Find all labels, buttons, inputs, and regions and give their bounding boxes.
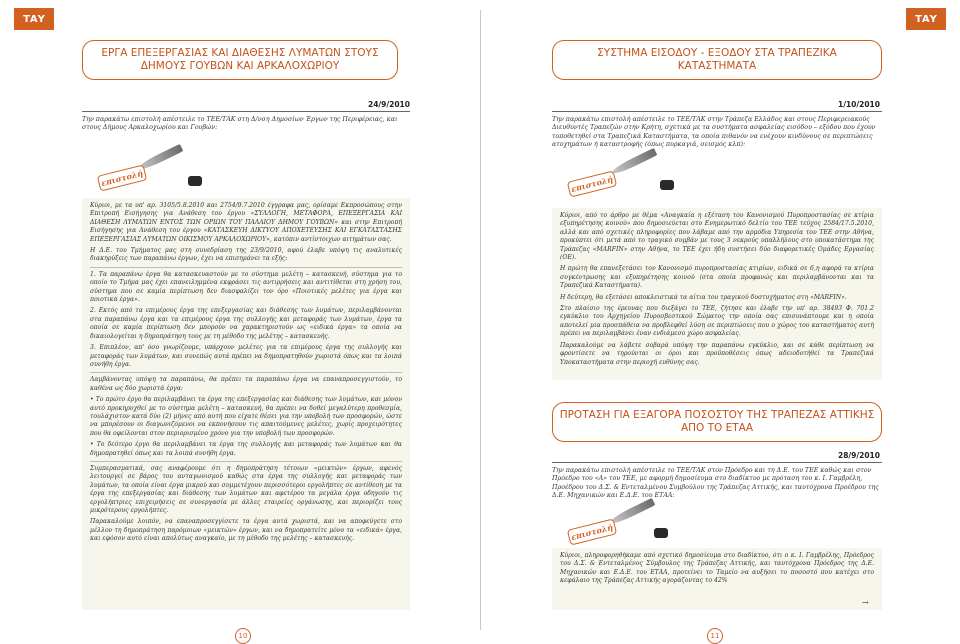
page-gutter bbox=[480, 10, 481, 630]
left-article-title: ΕΡΓΑ ΕΠΕΞΕΡΓΑΣΙΑΣ ΚΑΙ ΔΙΑΘΕΣΗΣ ΛΥΜΑΤΩΝ ΣΤΟΥΣ ΔΗΜΟΥΣ ΓΟΥΒΩΝ ΚΑΙ ΑΡΚΑΛΟΧΩΡΙΟΥ bbox=[82, 40, 398, 80]
letter-stamp: επιστολή bbox=[567, 170, 617, 197]
left-article-date: 24/9/2010 bbox=[367, 100, 410, 109]
letter-list-item: 2. Εκτός από τα επιμέρους έργα της επεξεργασίας και διάθεσης των λυμάτων, περιλαμβάνονται στα παραπάνω έργα και τα επιμέρους έργα της συλλογής και μεταφοράς των λυμάτων, έργα τα οποία σε καμία περίπτωση δεν μπορούν να χαρακτηριστούν ως «ειδικά έργα» τα οποία να δικαιολογείται η δημοπράτηση τους με τη μέθοδο της μελέτης – κατασκευής. bbox=[90, 307, 402, 340]
letter-paragraph: Λαμβάνοντας υπόψη τα παραπάνω, θα πρέπει τα παραπάνω έργα να επαναπροσεγγιστούν, το καθένα ως δύο χωριστά έργα: bbox=[90, 376, 402, 392]
left-intro-text: Την παρακάτω επιστολή απέστειλε το ΤΕΕ/ΤΑΚ στη Δ/νση Δημοσίων Έργων της Περιφέρειας, και στους Δήμους Αρκαλοχωρίου και Γουβών: bbox=[82, 116, 398, 132]
right-letter-graphic-1 bbox=[560, 150, 680, 200]
letter-paragraph: Κύριοι, από το άρθρο με θέμα «Αναγκαία η εξέταση του Κανονισμού Πυροπροστασίας σε κτίρια εξυπηρέτησης κοινού» που δημοσιεύεται στο Ενημερωτικό δελτίο του ΤΕΕ τεύχος 2584/17.5.2010, αλλά και από σχετικές πληροφορίες που λάβαμε από την αρμόδια Υπηρεσία του ΤΕΕ στην Αθήνα, προκύπτει ότι μετά από το τραγικό συμβάν με τους 3 νεκρούς υπαλλήλους στο υποκατάστημα της Τράπεζας «MARFIN» στην Αθήνα, το ΤΕΕ έχει ήδη συστήσει δύο διαφορετικές Ομάδες Εργασίας (ΟΕ). bbox=[560, 212, 874, 262]
left-divider bbox=[82, 111, 410, 112]
left-page-number: 10 bbox=[235, 628, 251, 644]
letter-stamp: επιστολή bbox=[97, 164, 147, 191]
right-intro-text-1: Την παρακάτω επιστολή απέστειλε το ΤΕΕ/ΤΑΚ στην Τράπεζα Ελλάδος και στους Περιφερειακούς Διευθυντές Τραπεζών στην Κρήτη, σχετικά με τα συστήματα ασφαλείας εισόδου – εξόδου που έχουν τοποθετηθεί στα Τραπεζικά Καταστήματα, τα οποία πιθανόν να ενέχουν κινδύνους σε περιπτώσεις ατυχημάτων ή καταστροφής (όπως πυρκαγιά, σεισμός κλπ): bbox=[552, 116, 876, 149]
letter-paragraph: Η πρώτη θα επανεξετάσει τον Κανονισμό πυροπροστασίας κτιρίων, ειδικά σε 6,η αφορά τα κτίρια συγκέντρωσης και εξυπηρέτησης κοινού (στα οποία προφανώς και περιλαμβάνονται και τα Τραπεζικά Καταστήματα). bbox=[560, 265, 874, 290]
letter-paragraph: Παρακαλούμε λοιπόν, να επαναπροσεγγίσετε τα έργα αυτά χωριστά, και να αποφεύγετε στο μέλλον τη δημοπράτηση παρόμοιων «μεικτών» έργων, και να δημοπρατείτε μόνο τα «ειδικά» έργα, και εφόσον αυτό είναι απολύτως αναγκαίο, με τη μέθοδο της μελέτης – κατασκευής. bbox=[90, 518, 402, 543]
hand-icon bbox=[654, 528, 668, 538]
letter-separator bbox=[90, 372, 402, 373]
right-intro-text-2: Την παρακάτω επιστολή απέστειλε το ΤΕΕ/ΤΑΚ στον Πρόεδρο και τη Δ.Ε. του ΤΕΕ καθώς και στον Πρόεδρο του «Α» του ΤΕΕ, με αφορμή δημοσίευμα στο διαδίκτυο με πρόταση του κ. Ι. Γαμβρέλη, Προέδρου του Δ.Σ. & Εντεταλμένου Συμβούλου της Τράπεζας Αττικής, και ταυτόχρονα Προέδρου της Δ.Ε. Μηχανικών και Ε.Δ.Ε. του ΕΤΑΑ: bbox=[552, 467, 879, 500]
letter-paragraph: Παρακαλούμε να λάβετε σοβαρά υπόψη την παραπάνω εγκύκλιο, και σε κάθε περίπτωση να φροντίσετε να τηρούνται οι όροι και προϋποθέσεις όπως αδειοδοτήθεί τα Τραπεζικά Υποκαταστήματα στην περιοχή ευθύνης σας. bbox=[560, 341, 874, 366]
left-letter-body bbox=[82, 198, 410, 610]
letter-paragraph: Στο πλαίσιο της έρευνας που διεξάγει το ΤΕΕ, ζήτησε και έλαβε την υπ' αρ. 38493 Φ. 701.2 εγκύκλιο του Αρχηγείου Πυροσβεστικού Σώματος την οποία σας επισυνάπτουμε και η οποία αποτελεί μια προσπάθεια να προβλεφθεί λύση σε περιπτώσεις που ο χώρος του καταστήματος αυτή πρέπει να περιλαμβάνει έναν ενδιάμεσο χώρο ασφαλείας. bbox=[560, 305, 874, 338]
brand-tab-left: ΤΑΥ bbox=[14, 8, 54, 30]
right-article-date-2: 28/9/2010 bbox=[837, 451, 880, 460]
continue-arrow-icon: → bbox=[862, 598, 869, 607]
right-divider-2 bbox=[552, 462, 882, 463]
letter-stamp: επιστολή bbox=[567, 518, 617, 545]
letter-bullet: • Το δεύτερο έργο θα περιλαμβάνει τα έργα της συλλογής και μεταφοράς των λυμάτων και θα δημοπρατηθεί όπως και τα λοιπά συνήθη έργα. bbox=[90, 441, 402, 457]
hand-icon bbox=[660, 180, 674, 190]
letter-list-item: 3. Επιπλέον, απ' όσο γνωρίζουμε, υπάρχουν μελέτες για τα επιμέρους έργα της συλλογής και μεταφοράς των λυμάτων, και συνεπώς αυτά πρέπει να δημοπρατηθούν χωριστά όπως και τα λοιπά συνήθη έργα. bbox=[90, 344, 402, 368]
right-letter-graphic-2 bbox=[562, 502, 672, 546]
letter-paragraph: Κύριοι, πληροφορηθήκαμε από σχετικό δημοσίευμα στο διαδίκτυο, ότι ο κ. Ι. Γαμβρέλης, Πρόεδρος του Δ.Σ. & Εντεταλμένος Σύμβουλος της Τράπεζας Αττικής, και ταυτόχρονα Πρόεδρος της Δ.Ε. Μηχανικών και Ε.Δ.Ε. του ΕΤΑΑ, προτείνει το Ταμείο να αυξήσει το ποσοστό που κατέχει στο κεφάλαιο της Τράπεζας Αττικής αγοράζοντας το 42% bbox=[560, 552, 874, 585]
right-article-title-2: ΠΡΟΤΑΣΗ ΓΙΑ ΕΞΑΓΟΡΑ ΠΟΣΟΣΤΟΥ ΤΗΣ ΤΡΑΠΕΖΑΣ ΑΤΤΙΚΗΣ ΑΠΟ ΤΟ ΕΤΑΑ bbox=[552, 402, 882, 442]
letter-paragraph: Συμπερασματικά, σας αναφέρουμε ότι η δημοπράτηση τέτοιων «μεικτών» έργων, αφενός λειτουργεί σε βάρος του ανταγωνισμού καθώς στα έργα της συλλογής και μεταφοράς των λυμάτων, τα οποία είναι έργα μικρού και συμμετέχουν περισσότεροι εργολήπτες σε αντίθεση με τα έργα της επεξεργασίας και διάθεσης των λυμάτων και αφετέρου τα μεγάλα έργα οδηγούν τις εργολήπτριες επιχειρήσεις σε συνεργασία με άλλες εταιρείες οργάνωσης, και περιορίζει τους μικρότερους εργολήπτες. bbox=[90, 464, 402, 514]
right-article-date-1: 1/10/2010 bbox=[837, 100, 880, 109]
hand-icon bbox=[188, 176, 202, 186]
right-article-title-1: ΣΥΣΤΗΜΑ ΕΙΣΟΔΟΥ - ΕΞΟΔΟΥ ΣΤΑ ΤΡΑΠΕΖΙΚΑ ΚΑΤΑΣΤΗΜΑΤΑ bbox=[552, 40, 882, 80]
letter-list-item: 1. Τα παραπάνω έργα θα κατασκευαστούν με το σύστημα μελέτη – κατασκευή, σύστημα για το οποίο το Τμήμα μας έχει επανειλημμένα εκφράσει τις αντιρρήσεις και αντιτίθεται στη χρήση του, σύστημα που σε καμία περίπτωση δεν διασφαλίζει τον όρο «Ποιοτικές μελέτες για έργα και ποιοτικά έργα». bbox=[90, 270, 402, 304]
letter-paragraph: Η δεύτερη, θα εξετάσει αποκλειστικά τα αίτια του τραγικού δυστυχήματος στη «MARFIN». bbox=[560, 293, 847, 301]
right-page-number: 11 bbox=[707, 628, 723, 644]
letter-separator bbox=[90, 461, 402, 462]
quill-icon bbox=[611, 148, 658, 176]
right-letter-body-1 bbox=[552, 208, 882, 380]
brand-tab-right: ΤΑΥ bbox=[906, 8, 946, 30]
letter-bullet: • Το πρώτο έργο θα περιλαμβάνει τα έργα της επεξεργασίας και διάθεσης των λυμάτων, και μόνον αυτό προκηρυχθεί με το σύστημα μελέτη – κατασκευή, θα πρέπει να δοθεί μεγαλύτερη προθεσμία, τουλάχιστον κατά δύο (2) μήνες από αυτή που είχατε θέσει για την υποβολή των προσφορών, ώστε να μπορέσουν οι διαγωνιζόμενοι να εκπονήσουν τις απαιτούμενες μελέτες, χωρίς προχειρότητες που θα οφείλονται στον περιορισμένο χρόνο για την υποβολή των προσφορών. bbox=[90, 396, 402, 437]
letter-paragraph: Κύριοι, με τα υπ' αρ. 3105/5.8.2010 και 2754/9.7.2010 έγγραφα μας, ορίσαμε Εκπροσώπους στην Επιτροπή Εισήγησης για Ανάθεση του έργου «ΣΥΛΛΟΓΗ, ΜΕΤΑΦΟΡΑ, ΕΠΕΞΕΡΓΑΣΙΑ ΚΑΙ ΔΙΑΘΕΣΗ ΛΥΜΑΤΩΝ ΕΝΤΟΣ ΤΩΝ ΟΡΙΩΝ ΤΟΥ ΠΑΛΑΙΟΥ ΔΗΜΟΥ ΓΟΥΒΩΝ» και στην Επιτροπή Εισήγησης για Ανάθεση του έργου «ΚΑΤΑΣΚΕΥΗ ΔΙΚΤΥΟΥ ΑΠΟΧΕΤΕΥΣΗΣ ΚΑΙ ΕΓΚΑΤΑΣΤΑΣΗΣ ΕΠΕΞΕΡΓΑΣΙΑΣ ΛΥΜΑΤΩΝ ΟΙΚΙΣΜΟΥ ΑΡΚΑΛΟΧΩΡΙΟΥ», κατόπιν αντίστοιχων αιτημάτων σας. bbox=[90, 202, 402, 243]
left-letter-graphic bbox=[92, 148, 212, 200]
letter-paragraph: Η Δ.Ε. του Τμήματος μας στη συνεδρίαση της 23/9/2010, αφού έλαβε υπόψη τις αναλυτικές διακηρύξεις των παραπάνω έργων, έχει να επισημάνει τα εξής: bbox=[90, 247, 402, 263]
letter-separator bbox=[90, 267, 402, 268]
right-letter-body-2 bbox=[552, 548, 882, 610]
quill-icon bbox=[609, 498, 656, 526]
right-divider-1 bbox=[552, 111, 882, 112]
